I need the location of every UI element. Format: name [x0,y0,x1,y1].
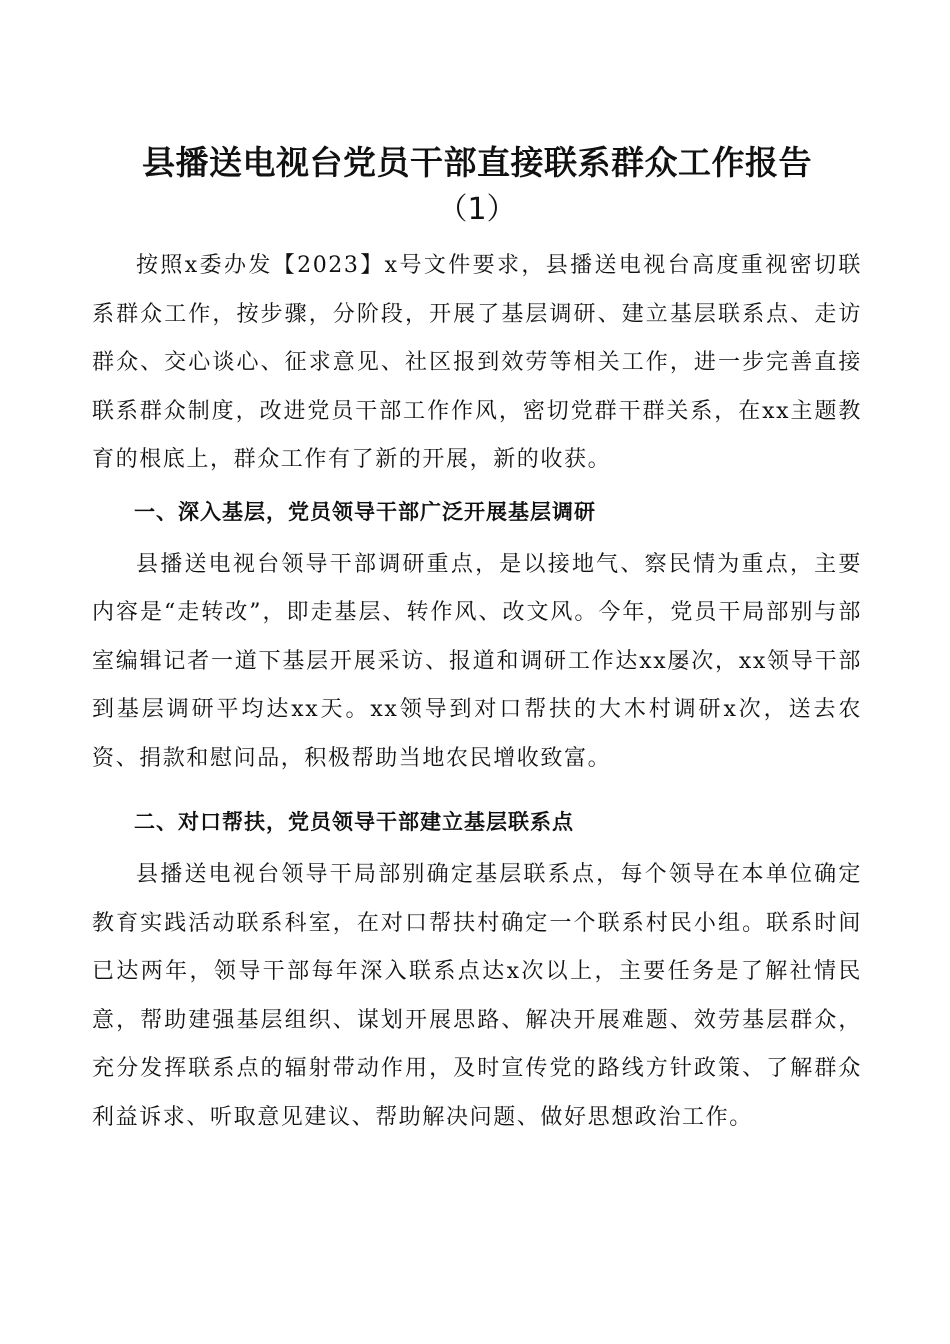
section-paragraph-2: 县播送电视台领导干局部别确定基层联系点，每个领导在本单位确定教育实践活动联系科室，在对口帮扶村确定一个联系村民小组。联系时间已达两年，领导干部每年深入联系点达x次以上，主要任务是了解社情民意，帮助建强基层组织、谋划开展思路、解决开展难题、效劳基层群众，充分发挥联系点的辐射带动作用，及时宣传党的路线方针政策、了解群众利益诉求、听取意见建议、帮助解决问题、做好思想政治工作。 [92,862,862,1130]
document-page [92,138,862,1142]
section-heading-1: 一、深入基层，党员领导干部广泛开展基层调研 [134,499,596,524]
section-heading-2: 二、对口帮扶，党员领导干部建立基层联系点 [134,810,574,834]
intro-paragraph: 按照x委办发【2023】x号文件要求，县播送电视台高度重视密切联系群众工作，按步骤，分阶段，开展了基层调研、建立基层联系点、走访群众、交心谈心、征求意见、社区报到效劳等相关工作，进一步完善直接联系群众制度，改进党员干部工作作风，密切党群干群关系，在xx主题教育的根底上，群众工作有了新的开展，新的收获。 [92,253,862,472]
section-paragraph-1: 县播送电视台领导干部调研重点，是以接地气、察民情为重点，主要内容是“走转改”，即走基层、转作风、改文风。今年，党员干局部别与部室编辑记者一道下基层开展采访、报道和调研工作达xx屡次，xx领导干部到基层调研平均达xx天。xx领导到对口帮扶的大木村调研x次，送去农资、捐款和慰问品，积极帮助当地农民增收致富。 [92,551,862,771]
document-title-number: （1） [437,192,517,227]
document-title: 县播送电视台党员干部直接联系群众工作报告 [142,143,812,182]
